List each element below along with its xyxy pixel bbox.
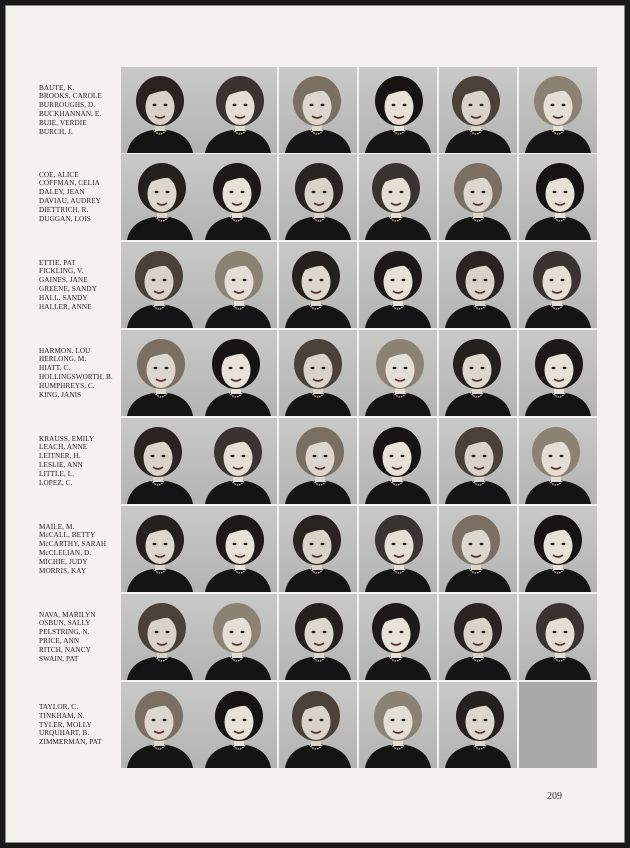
portrait-illustration	[359, 418, 437, 504]
student-portrait	[519, 242, 597, 328]
student-name: DUGGAN, LOIS	[39, 214, 91, 223]
student-portrait	[279, 418, 357, 504]
student-name: SWAIN, PAT	[39, 654, 79, 663]
portrait-illustration	[439, 594, 517, 680]
student-name: HIATT, C.	[39, 364, 71, 373]
name-list	[39, 242, 121, 328]
name-list	[39, 330, 121, 416]
student-portrait	[279, 67, 357, 153]
portrait-illustration	[359, 594, 437, 680]
student-portrait	[121, 594, 199, 680]
student-portrait	[519, 330, 597, 416]
portrait-illustration	[121, 242, 199, 328]
portrait-illustration	[359, 67, 437, 153]
student-portrait	[121, 682, 199, 768]
student-portrait	[121, 67, 199, 153]
student-name: KING, JANIS	[39, 390, 82, 399]
student-portrait	[199, 418, 277, 504]
student-portrait	[279, 154, 357, 240]
name-list	[39, 67, 121, 153]
student-portrait	[279, 506, 357, 592]
portrait-illustration	[439, 154, 517, 240]
student-name: OSBUN, SALLY	[39, 619, 91, 628]
student-name: LEITNER, H.	[39, 452, 81, 461]
portrait-illustration	[279, 330, 357, 416]
student-name: COFFMAN, CELIA	[39, 179, 100, 188]
portrait-illustration	[439, 418, 517, 504]
student-name: URQUHART, B.	[39, 729, 90, 738]
student-portrait	[359, 242, 437, 328]
portrait-illustration	[279, 506, 357, 592]
portrait-illustration	[519, 594, 597, 680]
portrait-illustration	[199, 242, 277, 328]
portrait-illustration	[359, 330, 437, 416]
student-name: NAVA, MARILYN	[39, 610, 96, 619]
portrait-illustration	[199, 506, 277, 592]
portrait-illustration	[359, 154, 437, 240]
student-portrait	[121, 242, 199, 328]
student-name: ETTIE, PAT	[39, 258, 76, 267]
yearbook-page	[5, 5, 625, 843]
name-list	[39, 154, 121, 240]
student-portrait	[199, 67, 277, 153]
student-name: MAILE, M.	[39, 522, 75, 531]
student-name: DAVIAU, AUDREY	[39, 197, 101, 205]
student-name: TYLER, MOLLY	[39, 720, 92, 729]
portrait-illustration	[519, 242, 597, 328]
student-portrait	[519, 594, 597, 680]
portrait-illustration	[279, 418, 357, 504]
student-portrait	[519, 67, 597, 153]
student-portrait	[519, 154, 597, 240]
student-name: MORRIS, KAY	[39, 566, 87, 575]
student-portrait	[519, 506, 597, 592]
portrait-illustration	[519, 154, 597, 240]
portrait-illustration	[121, 506, 199, 592]
portrait-illustration	[199, 594, 277, 680]
student-portrait	[121, 154, 199, 240]
student-portrait	[199, 242, 277, 328]
portrait-illustration	[439, 330, 517, 416]
student-portrait	[121, 506, 199, 592]
student-portrait	[359, 506, 437, 592]
student-portrait	[359, 330, 437, 416]
student-portrait	[199, 154, 277, 240]
portrait-row	[6, 330, 624, 416]
portrait-row	[6, 682, 624, 768]
student-name: DALEY, JEAN	[39, 188, 85, 197]
portrait-illustration	[279, 154, 357, 240]
portrait-illustration	[199, 682, 277, 768]
student-name: ZIMMERMAN, PAT	[39, 738, 102, 747]
name-list	[39, 682, 121, 768]
student-portrait	[279, 594, 357, 680]
student-portrait	[199, 330, 277, 416]
portrait-illustration	[121, 418, 199, 504]
student-name: GREENE, SANDY	[39, 285, 97, 293]
name-list	[39, 594, 121, 680]
portrait-illustration	[359, 242, 437, 328]
student-name: HUMPHREYS, C.	[39, 381, 95, 390]
portrait-illustration	[519, 330, 597, 416]
student-portrait	[199, 506, 277, 592]
student-portrait	[199, 594, 277, 680]
portrait-row	[6, 594, 624, 680]
student-name: LEACH, ANNE	[39, 443, 88, 452]
student-name: HALLER, ANNE	[39, 302, 92, 311]
student-name: COE, ALICE	[39, 170, 79, 179]
student-portrait	[279, 682, 357, 768]
student-name: PRICE, ANN	[39, 637, 80, 645]
portrait-illustration	[359, 682, 437, 768]
student-name: BUCKHANNAN, E.	[39, 110, 102, 118]
portrait-illustration	[439, 506, 517, 592]
student-name: TAYLOR, C.	[39, 703, 79, 711]
student-name: DIETTRICH, R.	[39, 205, 89, 214]
portrait-illustration	[199, 67, 277, 153]
student-portrait	[279, 330, 357, 416]
portrait-row	[6, 154, 624, 240]
page-number: 209	[547, 791, 562, 802]
name-list	[39, 418, 121, 504]
student-name: BUIE, VERDIE	[39, 118, 87, 127]
portrait-illustration	[121, 67, 199, 153]
student-portrait	[359, 594, 437, 680]
student-portrait	[279, 242, 357, 328]
student-portrait	[121, 330, 199, 416]
portrait-illustration	[121, 682, 199, 768]
portrait-illustration	[439, 67, 517, 153]
student-portrait	[359, 682, 437, 768]
student-portrait	[439, 67, 517, 153]
student-name: McCARTHY, SARAH	[39, 540, 107, 549]
student-name: HALL, SANDY	[39, 293, 88, 302]
student-portrait	[439, 594, 517, 680]
portrait-illustration	[279, 242, 357, 328]
name-list	[39, 506, 121, 592]
student-name: HARMON, LOU	[39, 346, 91, 355]
student-portrait	[439, 154, 517, 240]
portrait-illustration	[519, 418, 597, 504]
portrait-illustration	[519, 67, 597, 153]
student-name: PELSTRING, N.	[39, 628, 90, 637]
student-name: TINKHAM, N.	[39, 711, 85, 720]
portrait-illustration	[439, 242, 517, 328]
student-name: RITCH, NANCY	[39, 645, 91, 654]
portrait-row	[6, 506, 624, 592]
student-name: BAUTE, K.	[39, 83, 75, 92]
portrait-illustration	[121, 594, 199, 680]
student-portrait	[439, 242, 517, 328]
student-name: MICHIE, JUDY	[39, 557, 88, 566]
portrait-illustration	[199, 418, 277, 504]
portrait-illustration	[121, 154, 199, 240]
portrait-row	[6, 67, 624, 153]
student-portrait	[359, 67, 437, 153]
student-portrait	[121, 418, 199, 504]
student-name: BURCH, J.	[39, 127, 73, 136]
student-name: FICKLING, V.	[39, 267, 84, 276]
portrait-illustration	[199, 330, 277, 416]
portrait-illustration	[279, 682, 357, 768]
portrait-illustration	[519, 506, 597, 592]
student-portrait	[439, 506, 517, 592]
student-portrait	[439, 330, 517, 416]
student-portrait	[439, 682, 517, 768]
portrait-row	[6, 418, 624, 504]
empty-portrait-slot	[519, 682, 597, 768]
student-name: KRAUSS, EMILY	[39, 434, 95, 443]
student-portrait	[439, 418, 517, 504]
student-portrait	[519, 418, 597, 504]
student-name: BURROUGHS, D.	[39, 101, 96, 110]
student-name: HERLONG, M.	[39, 355, 87, 364]
student-name: LOPEZ, C.	[39, 478, 73, 487]
student-portrait	[199, 682, 277, 768]
student-name: BROOKS, CAROLE	[39, 92, 102, 101]
student-name: LITTLE, L.	[39, 469, 75, 478]
student-name: McCALL, BETTY	[39, 531, 96, 540]
portrait-illustration	[279, 594, 357, 680]
student-portrait	[359, 154, 437, 240]
student-name: HOLLINGSWORTH, B.	[39, 373, 113, 381]
portrait-illustration	[439, 682, 517, 768]
portrait-row	[6, 242, 624, 328]
student-name: LESLIE, ANN	[39, 461, 83, 469]
student-name: GAINES, JANE	[39, 276, 88, 285]
portrait-illustration	[121, 330, 199, 416]
student-name: McCLELIAN, D.	[39, 549, 92, 557]
student-portrait	[359, 418, 437, 504]
portrait-illustration	[199, 154, 277, 240]
portrait-illustration	[359, 506, 437, 592]
portrait-illustration	[279, 67, 357, 153]
